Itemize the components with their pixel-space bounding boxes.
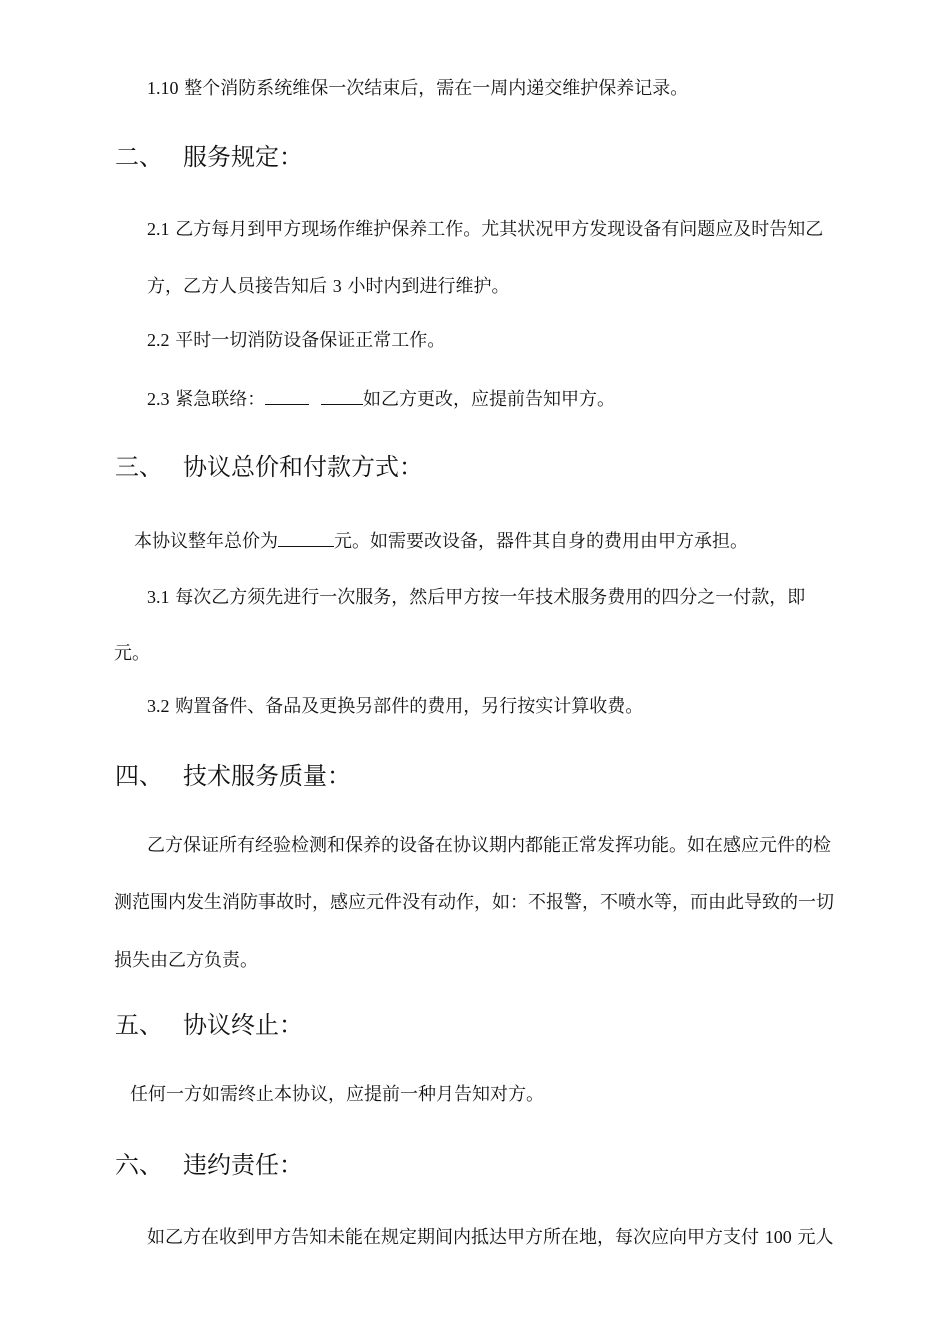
section-number: 四、 xyxy=(115,762,163,790)
paragraph-text: 任何一方如需终止本协议，应提前一种月告知对方。 xyxy=(130,1084,544,1105)
clause-text: 购置备件、备品及更换另部件的费用，另行按实计算收费。 xyxy=(175,696,644,717)
clause-2-2 xyxy=(147,328,445,353)
clause-number: 3.2 xyxy=(147,696,170,716)
clause-text: 乙方每月到甲方现场作维护保养工作。尤其状况甲方发现设备有问题应及时告知乙 xyxy=(175,219,824,240)
clause-text: 元。如需要改设备，器件其自身的费用由甲方承担。 xyxy=(334,531,748,552)
paragraph-text: 损失由乙方负责。 xyxy=(114,950,258,971)
section-heading-6 xyxy=(115,1150,303,1180)
price-blank xyxy=(278,527,334,547)
section-heading-4 xyxy=(115,761,351,791)
clause-2-1 xyxy=(147,217,823,242)
section-title: 协议总价和付款方式： xyxy=(183,453,423,481)
clause-number: 2.3 xyxy=(147,389,170,409)
quality-paragraph-line-3 xyxy=(114,949,258,973)
clause-text: 元。 xyxy=(114,643,150,664)
clause-text: 本协议整年总价为 xyxy=(134,531,278,552)
penalty-amount: 100 xyxy=(764,1227,792,1247)
clause-label: 紧急联络： xyxy=(175,389,266,410)
section-number: 五、 xyxy=(115,1011,163,1039)
contact-blank-2 xyxy=(321,385,363,405)
paragraph-text: 如乙方在收到甲方告知未能在规定期间内抵达甲方所在地，每次应向甲方支付 xyxy=(147,1227,759,1248)
section-title: 协议终止： xyxy=(183,1011,303,1039)
clause-3-2 xyxy=(147,694,643,719)
clause-3-1 xyxy=(147,585,805,610)
clause-number: 1.10 xyxy=(147,78,179,98)
clause-text: 平时一切消防设备保证正常工作。 xyxy=(175,330,446,351)
termination-text xyxy=(130,1083,544,1107)
section-number: 六、 xyxy=(115,1151,163,1179)
section-title: 服务规定： xyxy=(183,143,303,171)
section-heading-2 xyxy=(115,142,303,172)
clause-2-3 xyxy=(147,385,615,412)
clause-text: 方，乙方人员接告知后 xyxy=(147,276,327,297)
section-heading-5 xyxy=(115,1010,303,1040)
clause-2-1-continued xyxy=(147,274,509,299)
clause-text: 整个消防系统维保一次结束后，需在一周内递交维护保养记录。 xyxy=(184,78,689,99)
clause-text: 如乙方更改，应提前告知甲方。 xyxy=(362,389,615,410)
clause-3-1-continued xyxy=(114,642,150,666)
section-number: 二、 xyxy=(115,143,163,171)
quality-paragraph-line-2 xyxy=(114,891,834,915)
hours-value: 3 xyxy=(332,276,342,296)
contact-blank-1 xyxy=(265,385,309,405)
paragraph-text: 元人 xyxy=(797,1227,834,1248)
paragraph-text: 测范围内发生消防事故时，感应元件没有动作，如：不报警，不喷水等，而由此导致的一切 xyxy=(114,892,834,913)
section-heading-3 xyxy=(115,452,423,482)
clause-number: 2.2 xyxy=(147,330,170,350)
clause-text: 每次乙方须先进行一次服务，然后甲方按一年技术服务费用的四分之一付款，即 xyxy=(175,587,806,608)
quality-paragraph-line-1 xyxy=(147,834,831,858)
section-title: 技术服务质量： xyxy=(183,762,351,790)
clause-text: 小时内到进行维护。 xyxy=(347,276,510,297)
paragraph-text: 乙方保证所有经验检测和保养的设备在协议期内都能正常发挥功能。如在感应元件的检 xyxy=(147,835,831,856)
section-number: 三、 xyxy=(115,453,163,481)
breach-paragraph-line-1 xyxy=(147,1225,833,1250)
clause-number: 2.1 xyxy=(147,219,170,239)
clause-1-10 xyxy=(147,76,688,101)
price-intro xyxy=(134,527,748,554)
clause-number: 3.1 xyxy=(147,587,170,607)
section-title: 违约责任： xyxy=(183,1151,303,1179)
